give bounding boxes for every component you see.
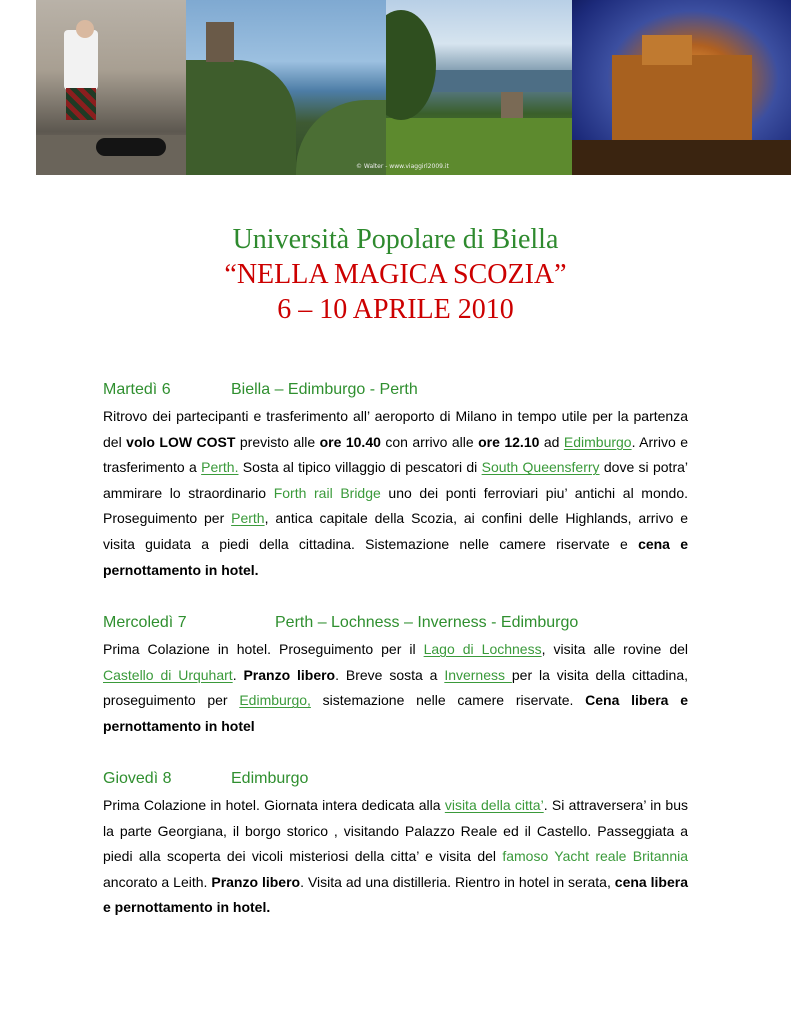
place-link: Edimburgo, bbox=[239, 692, 311, 709]
place-highlight: Forth rail Bridge bbox=[273, 484, 381, 501]
place-highlight: famoso Yacht reale Britannia bbox=[502, 848, 689, 865]
bagpiper-photo bbox=[36, 0, 186, 175]
place-link: Perth bbox=[231, 510, 265, 527]
place-link: visita della citta’ bbox=[444, 797, 544, 813]
loch-ness-castle-photo bbox=[386, 0, 572, 175]
photo-credit: © Walter - www.viaggirl2009.it bbox=[356, 163, 449, 170]
day-label: Mercoledì 7 bbox=[103, 614, 187, 631]
day-description: Prima Colazione in hotel. Proseguimento per il Lago di Lochness, visita alle rovine del Castello di Urquhart. Pranzo libero. Breve sosta a Inverness per la visita della cittadina, proseguimento per Edimburgo, sistemazione nelle camere riservate. Cena libera e pernottamento in hotel bbox=[103, 641, 689, 734]
edinburgh-castle-night-photo bbox=[572, 0, 791, 175]
day-route: Perth – Lochness – Inverness - Edimburgo bbox=[275, 614, 579, 631]
day-route: Edimburgo bbox=[231, 770, 309, 787]
day-description: Ritrovo dei partecipanti e trasferimento all’ aeroporto di Milano in tempo utile per la partenza del volo LOW COST previsto alle ore 10.40 con arrivo alle ore 12.10 ad Edimburgo. Arrivo e trasferimento a Perth. Sosta al tipico villaggio di pescatori di South Queensferry dove si potra’ ammirare lo straordinario Forth rail Bridge uno dei ponti ferroviari piu’ antichi al mondo. Proseguimento per Perth, antica capitale della Scozia, ai confini delle Highlands, arrivo e visita guidata a piedi della cittadina. Sistemazione nelle camere riservate e cena e pernottamento in hotel. bbox=[103, 408, 689, 578]
day-heading bbox=[103, 770, 309, 788]
day-heading bbox=[103, 614, 579, 632]
place-link: Edimburgo bbox=[563, 433, 632, 450]
header-photo-banner bbox=[36, 0, 791, 175]
place-link: Castello di Urquhart bbox=[103, 666, 233, 683]
place-link: Lago di Lochness bbox=[423, 641, 542, 657]
trip-dates: 6 – 10 APRILE 2010 bbox=[277, 294, 514, 325]
trip-title: “NELLA MAGICA SCOZIA” bbox=[224, 259, 567, 290]
coastal-castle-photo bbox=[186, 0, 386, 175]
day-description: Prima Colazione in hotel. Giornata intera dedicata alla visita della citta’. Si attraversera’ in bus la parte Georgiana, il borgo storico , visitando Palazzo Reale ed il Castello. Passeggiata a piedi alla scoperta dei vicoli misteriosi della citta’ e visita del famoso Yacht reale Britannia ancorato a Leith. Pranzo libero. Visita ad una distilleria. Rientro in hotel in serata, cena libera e pernottamento in hotel. bbox=[103, 797, 689, 916]
day-label: Giovedì 8 bbox=[103, 770, 172, 787]
day-heading bbox=[103, 381, 418, 399]
place-link: Inverness bbox=[444, 666, 512, 683]
day-route: Biella – Edimburgo - Perth bbox=[231, 381, 418, 398]
organization-title: Università Popolare di Biella bbox=[232, 224, 559, 255]
place-link: Perth. bbox=[201, 459, 239, 476]
day-label: Martedì 6 bbox=[103, 381, 171, 398]
place-link: South Queensferry bbox=[481, 459, 600, 476]
